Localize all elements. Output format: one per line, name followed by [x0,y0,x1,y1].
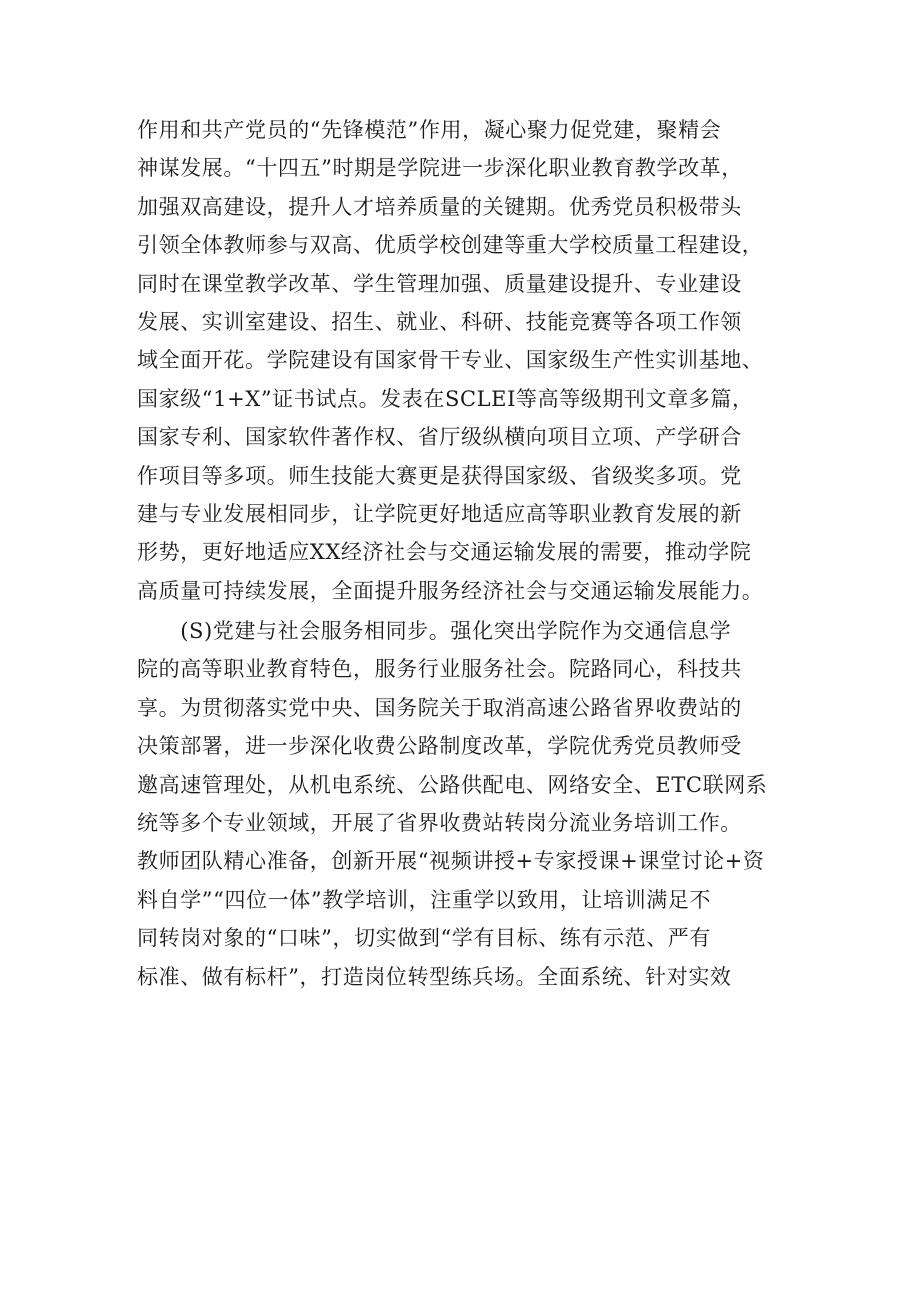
text-line: 域全面开花。学院建设有国家骨干专业、国家级生产性实训基地、 [137,348,764,373]
text-line: 国家专利、国家软件著作权、省厅级纵横向项目立项、产学研合 [137,425,742,450]
text-line: 决策部署，进一步深化收费公路制度改革，学院优秀党员教师受 [137,734,742,759]
text-line: 同转岗对象的“口味”，切实做到“学有目标、练有示范、严有 [137,926,712,951]
text-line: 建与专业发展相同步，让学院更好地适应高等职业教育发展的新 [137,501,742,526]
text-line: 教师团队精心准备，创新开展“视频讲授+专家授课+课堂讨论+资 [137,849,765,874]
paragraph-start-line: (S)党建与社会服务相同步。强化突出学院作为交通信息学 [137,619,732,644]
text-line: 加强双高建设，提升人才培养质量的关键期。优秀党员积极带头 [137,194,742,219]
text-line: 邀高速管理处，从机电系统、公路供配电、网络安全、ETC联网系 [137,772,768,797]
text-line: 引领全体教师参与双高、优质学校创建等重大学校质量工程建设， [137,233,764,258]
text-line: 标准、做有标杆”，打造岗位转型练兵场。全面系统、针对实效 [137,964,732,989]
text-line: 作用和共产党员的“先锋模范”作用，凝心聚力促党建，聚精会 [137,118,722,142]
body-text [137,111,797,996]
text-line: 发展、实训室建设、招生、就业、科研、技能竞赛等各项工作领 [137,309,742,334]
text-line: 形势，更好地适应XX经济社会与交通运输发展的需要，推动学院 [137,540,752,565]
text-line: 料自学”“四位一体”教学培训，注重学以致用，让培训满足不 [137,887,712,912]
text-line: 享。为贯彻落实党中央、国务院关于取消高速公路省界收费站的 [137,695,742,720]
text-line: 统等多个专业领域，开展了省界收费站转岗分流业务培训工作。 [137,811,742,836]
text-line: 国家级“1+X”证书试点。发表在SCLEI等高等级期刊文章多篇， [137,386,754,411]
text-line: 神谋发展。“十四五”时期是学院进一步深化职业教育教学改革， [137,156,743,181]
text-line: 高质量可持续发展，全面提升服务经济社会与交通运输发展能力。 [137,578,764,603]
text-line: 同时在课堂教学改革、学生管理加强、质量建设提升、专业建设 [137,271,742,296]
text-line: 院的高等职业教育特色，服务行业服务社会。院路同心，科技共 [137,657,742,682]
text-line: 作项目等多项。师生技能大赛更是获得国家级、省级奖多项。党 [137,463,742,488]
